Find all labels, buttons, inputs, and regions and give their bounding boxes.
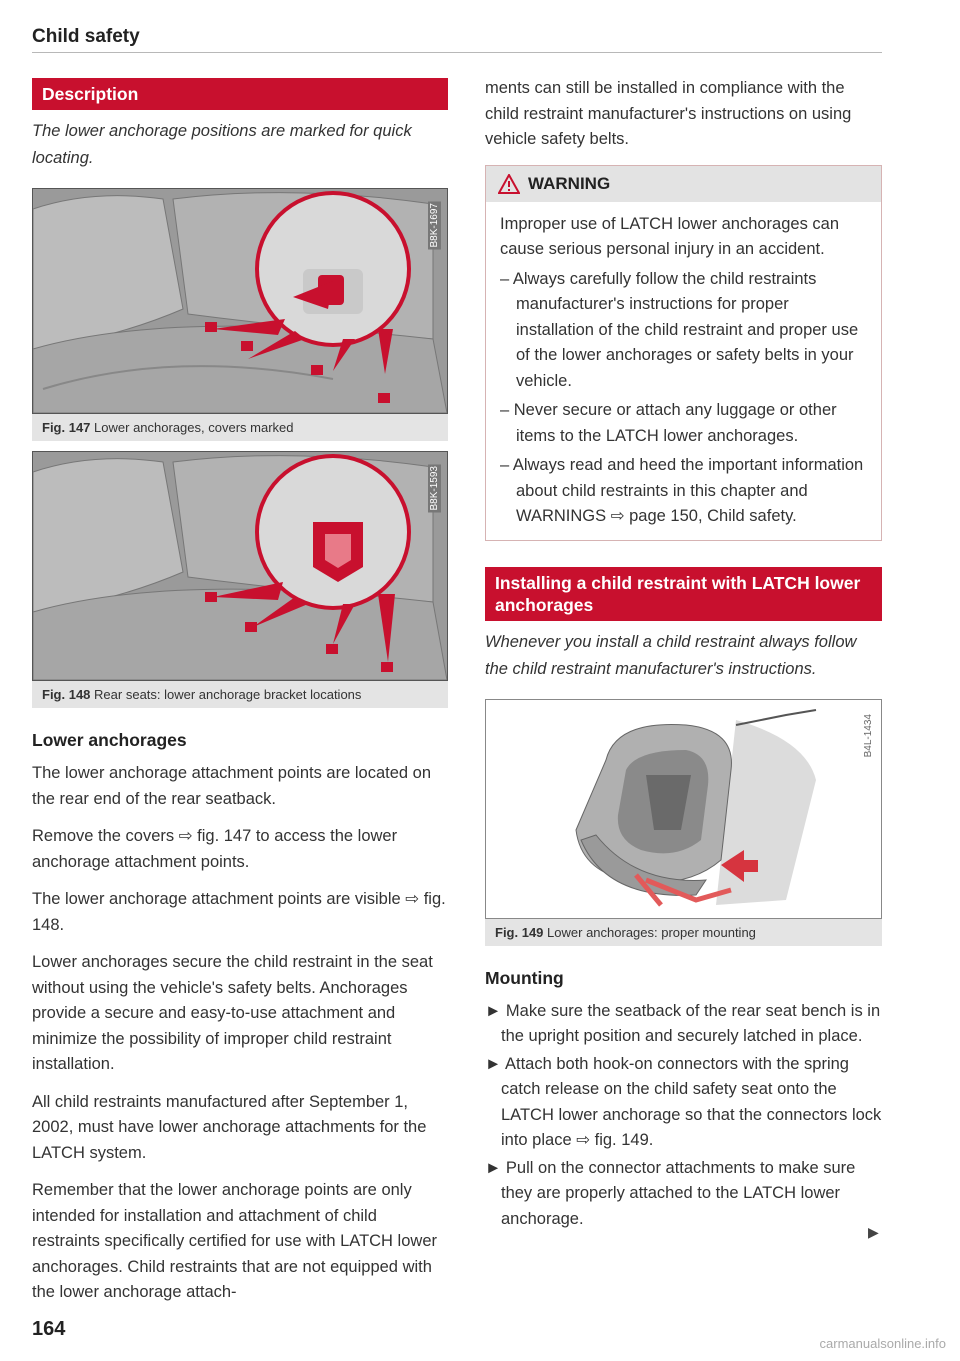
warning-triangle-icon [498, 174, 520, 194]
description-intro: The lower anchorage positions are marked for quick locating. [32, 122, 412, 167]
paragraph-continued: ments can still be installed in compliance with the child restraint manufacturer's instructions on using vehicle safety belts. [485, 79, 852, 148]
paragraph-2: Remove the covers ⇨ fig. 147 to access the lower anchorage attachment points. [32, 827, 398, 871]
warning-item: – Never secure or attach any luggage or other items to the LATCH lower anchorages. [500, 401, 837, 445]
figure-148-id: B8K-1593 [429, 466, 440, 511]
warning-item: – Always carefully follow the child restraints manufacturer's instructions for proper installation of the child restraint and proper use of the lower anchorages or safety belts in your vehicle. [500, 269, 859, 390]
paragraph-5: All child restraints manufactured after September 1, 2002, must have lower anchorage attachments for the LATCH system. [32, 1092, 427, 1162]
continue-arrow-icon: ▶ [868, 1224, 879, 1240]
figure-148-number: Fig. 148 [42, 687, 91, 702]
figure-148-caption [32, 681, 448, 708]
warning-box [485, 165, 882, 541]
paragraph-3: The lower anchorage attachment points are visible ⇨ fig. 148. [32, 890, 446, 934]
figure-149-number: Fig. 149 [495, 924, 544, 940]
figure-147-caption [32, 414, 448, 441]
footer-watermark: carmanualsonline.info [819, 1336, 946, 1351]
left-column [32, 78, 448, 1318]
figure-149-caption-text: Lower anchorages: proper mounting [547, 924, 756, 940]
right-column [485, 76, 882, 1234]
figure-147 [32, 188, 448, 414]
mounting-step: ► Pull on the connector attachments to make sure they are properly attached to the LATCH lower anchorage. [485, 1158, 856, 1228]
section-title-description: Description [32, 78, 448, 110]
mounting-step: ► Attach both hook-on connectors with the spring catch release on the child safety seat onto the LATCH lower anchorage so that the connectors lock into place ⇨ fig. 149. [485, 1054, 882, 1149]
figure-147-caption-text: Lower anchorages, covers marked [94, 420, 294, 435]
heading-lower-anchorages: Lower anchorages [32, 730, 187, 750]
warning-item: – Always read and heed the important information about child restraints in this chapter and WARNINGS ⇨ page 150, Child safety. [500, 456, 864, 525]
warning-body [486, 202, 881, 540]
paragraph-4: Lower anchorages secure the child restraint in the seat without using the vehicle's safety belts. Anchorages provide a secure and easy-to-use attachment and minimize the possibility of improper child restraint installation. [32, 953, 433, 1073]
mounting-steps [485, 999, 882, 1233]
paragraph-6: Remember that the lower anchorage points are only intended for installation and attachment of child restraints specifically certified for use with LATCH lower anchorages. Child restraints that are not equipped with the lower anchorage attach- [32, 1181, 437, 1301]
section-title-installing: Installing a child restraint with LATCH lower anchorages [485, 567, 882, 621]
mounting-step: ► Make sure the seatback of the rear seat bench is in the upright position and securely latched in place. [485, 1001, 881, 1045]
warning-title: WARNING [528, 173, 611, 193]
warning-list [500, 267, 867, 530]
warning-header [486, 166, 881, 202]
installing-intro: Whenever you install a child restraint always follow the child restraint manufacturer's instructions. [485, 632, 857, 678]
heading-mounting: Mounting [485, 967, 564, 988]
figure-148 [32, 451, 448, 681]
header-rule [32, 52, 882, 53]
figure-149 [485, 699, 882, 919]
figure-149-caption [485, 919, 882, 946]
figure-147-id: B8K-1697 [429, 203, 440, 248]
page-header-title: Child safety [32, 26, 140, 47]
figure-148-caption-text: Rear seats: lower anchorage bracket locations [94, 687, 362, 702]
figure-149-id: B4L-1434 [863, 713, 874, 757]
page-number: 164 [32, 1318, 66, 1340]
paragraph-1: The lower anchorage attachment points are located on the rear end of the rear seatback. [32, 764, 431, 808]
warning-text: Improper use of LATCH lower anchorages can cause serious personal injury in an accident. [500, 214, 840, 258]
figure-147-number: Fig. 147 [42, 420, 91, 435]
